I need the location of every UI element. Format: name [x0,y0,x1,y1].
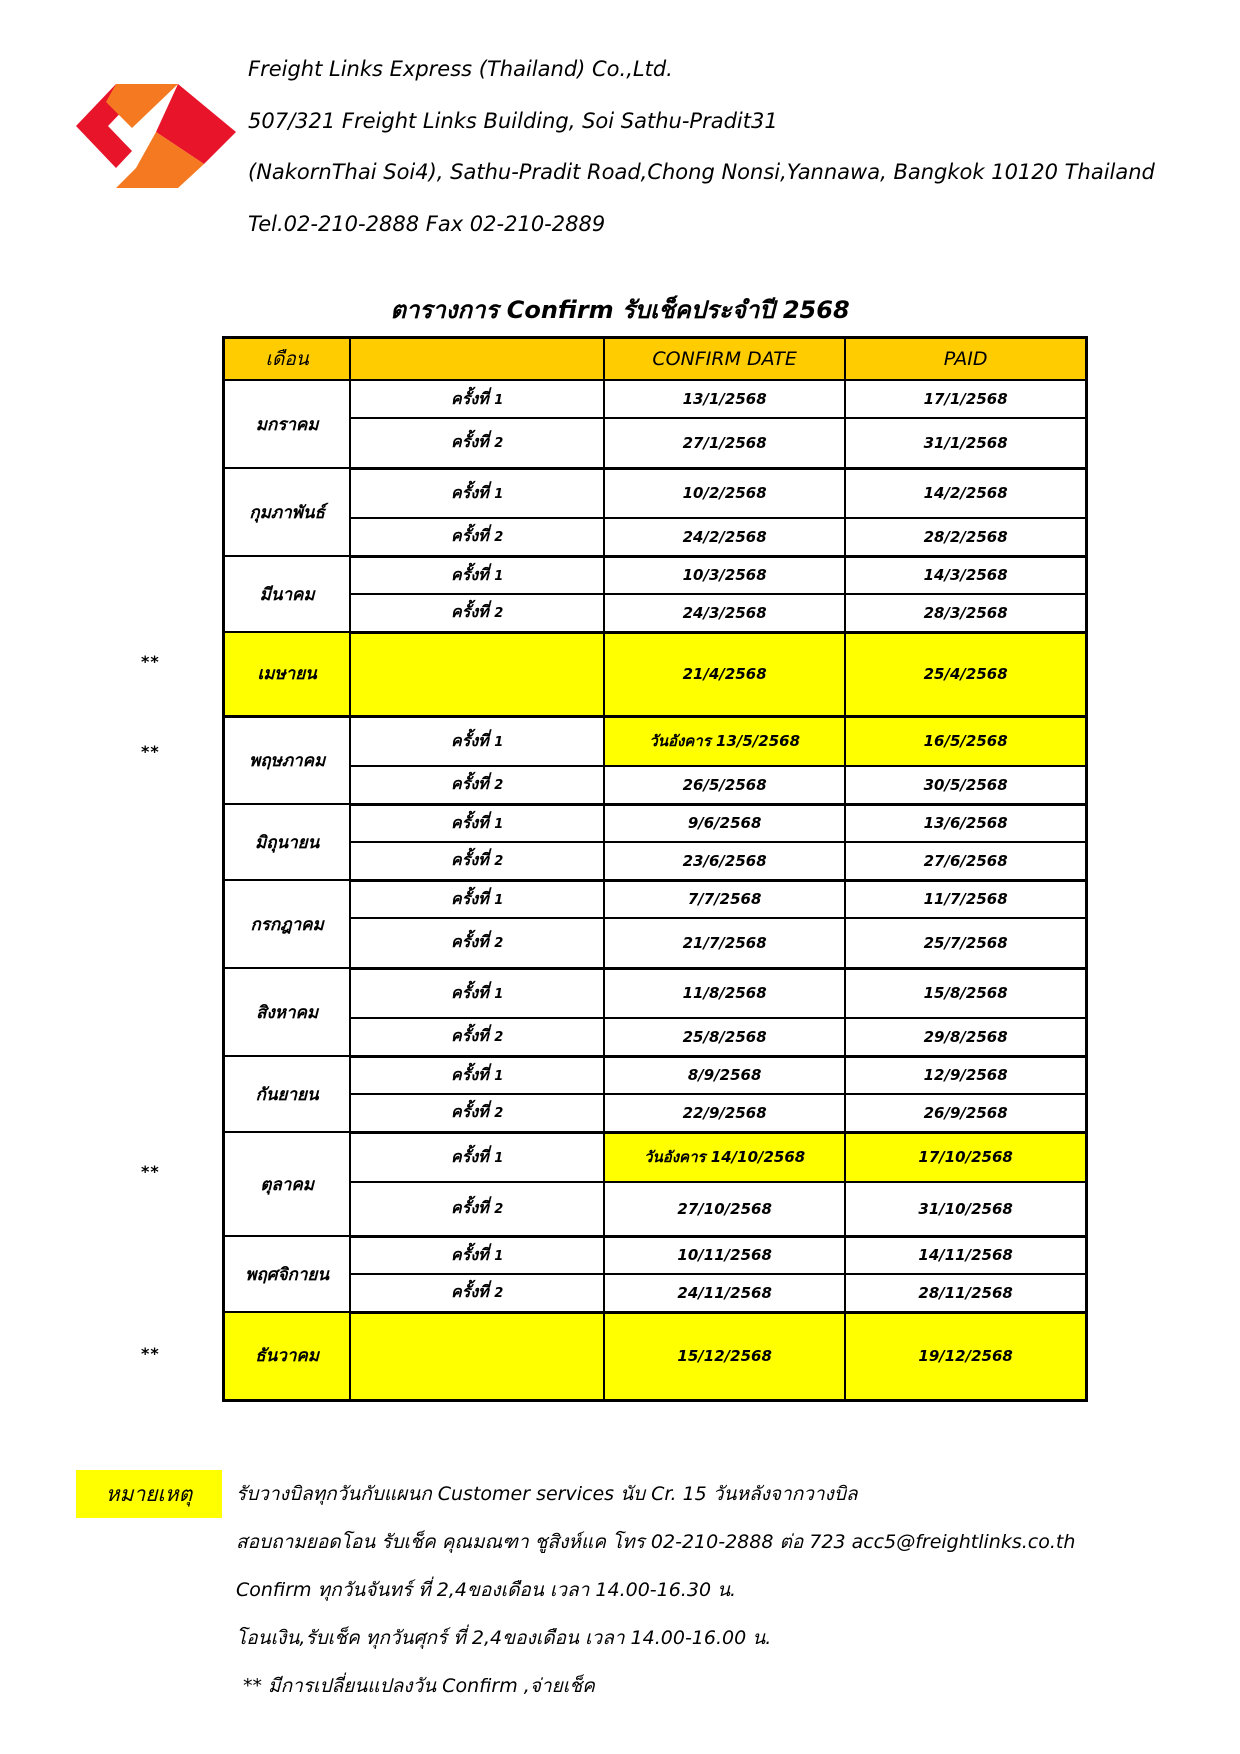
company-address-line2: (NakornThai Soi4), Sathu-Pradit Road,Chong Nonsi,Yannawa, Bangkok 10120 Thailand [248,160,1155,184]
month-cell: ธันวาคม [224,1312,351,1400]
month-cell: มกราคม [224,380,351,468]
round-cell [350,632,604,716]
paid-date-cell: 14/2/2568 [845,468,1086,518]
table-row [224,1312,1087,1400]
confirm-date-cell: 9/6/2568 [604,804,845,842]
round-number: 2 [494,854,504,870]
table-row [224,716,1087,766]
table-row [224,418,1087,468]
round-label: ครั้งที่ [451,526,489,546]
round-number: 1 [494,734,504,750]
table-row [224,1056,1087,1094]
table-row [224,594,1087,632]
paid-date-cell: 17/1/2568 [845,380,1086,418]
round-number: 2 [494,1202,504,1218]
confirm-date-cell: 23/6/2568 [604,842,845,880]
confirm-date-cell: 27/1/2568 [604,418,845,468]
round-number: 2 [494,936,504,952]
round-label: ครั้งที่ [451,1282,489,1302]
month-cell: พฤศจิกายน [224,1236,351,1312]
confirm-date-cell: 10/3/2568 [604,556,845,594]
round-number: 2 [494,606,504,622]
paid-date-cell: 27/6/2568 [845,842,1086,880]
round-cell [350,1132,604,1182]
notes [236,1472,1075,1712]
paid-date-cell: 13/6/2568 [845,804,1086,842]
change-marker: ** [141,652,160,671]
table-row [224,518,1087,556]
round-cell [350,716,604,766]
confirm-date-cell: วันอังคาร 14/10/2568 [604,1132,845,1182]
company-address-line1: 507/321 Freight Links Building, Soi Sathu-Pradit31 [248,108,778,133]
confirm-date-cell: 10/2/2568 [604,468,845,518]
paid-date-cell: 19/12/2568 [845,1312,1086,1400]
confirm-date-cell: 10/11/2568 [604,1236,845,1274]
confirm-date-cell: 15/12/2568 [604,1312,845,1400]
round-label: ครั้งที่ [451,1244,489,1264]
round-number: 1 [494,392,504,408]
paid-date-cell: 29/8/2568 [845,1018,1086,1056]
round-number: 1 [494,568,504,584]
round-number: 2 [494,1106,504,1122]
round-label: ครั้งที่ [451,1064,489,1084]
confirm-date-cell: 25/8/2568 [604,1018,845,1056]
round-label: ครั้งที่ [451,1198,489,1218]
paid-date-cell: 15/8/2568 [845,968,1086,1018]
round-number: 2 [494,530,504,546]
round-cell [350,518,604,556]
note-footnote: ** มีการเปลี่ยนแปลงวัน Confirm ,จ่ายเช็ค [243,1675,595,1697]
round-cell [350,1182,604,1236]
paid-date-cell: 28/11/2568 [845,1274,1086,1312]
table-header-row [224,338,1087,381]
round-cell [350,468,604,518]
round-label: ครั้งที่ [451,850,489,870]
round-label: ครั้งที่ [451,982,489,1002]
confirm-date-cell: 24/3/2568 [604,594,845,632]
paid-date-cell: 16/5/2568 [845,716,1086,766]
note-line: โอนเงิน,รับเช็ค ทุกวันศุกร์ ที่ 2,4ของเดือน เวลา 14.00-16.00 น. [236,1627,772,1649]
round-number: 1 [494,816,504,832]
round-label: ครั้งที่ [451,432,489,452]
paid-date-cell: 17/10/2568 [845,1132,1086,1182]
header-round [350,338,604,381]
round-number: 1 [494,1068,504,1084]
table-row [224,468,1087,518]
month-cell: ตุลาคม [224,1132,351,1236]
round-number: 1 [494,1248,504,1264]
round-label: ครั้งที่ [451,932,489,952]
page-title: ตารางการ Confirm รับเช็คประจำปี 2568 [390,296,850,324]
round-label: ครั้งที่ [451,774,489,794]
round-label: ครั้งที่ [451,1026,489,1046]
round-number: 1 [494,1150,504,1166]
month-cell: กรกฎาคม [224,880,351,968]
round-cell [350,1274,604,1312]
table-row [224,880,1087,918]
note-line: Confirm ทุกวันจันทร์ ที่ 2,4ของเดือน เวลา 14.00-16.30 น. [236,1579,737,1601]
round-cell [350,380,604,418]
paid-date-cell: 12/9/2568 [845,1056,1086,1094]
paid-date-cell: 31/10/2568 [845,1182,1086,1236]
round-cell [350,804,604,842]
paid-date-cell: 28/2/2568 [845,518,1086,556]
round-number: 2 [494,1286,504,1302]
round-label: ครั้งที่ [451,730,489,750]
round-label: ครั้งที่ [451,812,489,832]
confirm-date-cell: 27/10/2568 [604,1182,845,1236]
month-cell: มิถุนายน [224,804,351,880]
company-logo [76,76,236,188]
header-confirm-date: CONFIRM DATE [604,338,845,381]
round-label: ครั้งที่ [451,888,489,908]
confirm-date-cell: 26/5/2568 [604,766,845,804]
round-label: ครั้งที่ [451,482,489,502]
round-number: 2 [494,1030,504,1046]
round-number: 2 [494,778,504,794]
confirm-date-cell: วันอังคาร 13/5/2568 [604,716,845,766]
round-cell [350,918,604,968]
table-row [224,556,1087,594]
table-row [224,380,1087,418]
round-cell [350,1236,604,1274]
round-cell [350,418,604,468]
table-row [224,1274,1087,1312]
round-cell [350,1094,604,1132]
round-cell [350,1018,604,1056]
month-cell: กันยายน [224,1056,351,1132]
round-cell [350,1312,604,1400]
round-label: ครั้งที่ [451,564,489,584]
change-marker: ** [141,742,160,761]
table-row [224,632,1087,716]
confirm-date-cell: 24/2/2568 [604,518,845,556]
table-row [224,918,1087,968]
note-line: สอบถามยอดโอน รับเช็ค คุณมณฑา ชูสิงห์แค โทร 02-210-2888 ต่อ 723 acc5@freightlinks.co.th [236,1531,1076,1553]
paid-date-cell: 11/7/2568 [845,880,1086,918]
confirm-date-cell: 13/1/2568 [604,380,845,418]
month-cell: พฤษภาคม [224,716,351,804]
paid-date-cell: 26/9/2568 [845,1094,1086,1132]
month-cell: เมษายน [224,632,351,716]
round-number: 1 [494,986,504,1002]
company-header [248,44,1155,250]
month-cell: มีนาคม [224,556,351,632]
round-label: ครั้งที่ [451,1102,489,1122]
confirm-date-cell: 21/4/2568 [604,632,845,716]
round-number: 2 [494,436,504,452]
round-label: ครั้งที่ [451,388,489,408]
company-contact: Tel.02-210-2888 Fax 02-210-2889 [248,211,606,236]
round-cell [350,766,604,804]
header-month: เดือน [224,338,351,381]
note-line: รับวางบิลทุกวันกับแผนก Customer services นับ Cr. 15 วันหลังจากวางบิล [236,1483,858,1505]
table-row [224,1018,1087,1056]
table-row [224,1132,1087,1182]
table-row [224,842,1087,880]
table-row [224,968,1087,1018]
change-marker: ** [141,1344,160,1363]
round-cell [350,968,604,1018]
confirm-date-cell: 11/8/2568 [604,968,845,1018]
month-cell: สิงหาคม [224,968,351,1056]
round-label: ครั้งที่ [451,602,489,622]
confirm-date-cell: 22/9/2568 [604,1094,845,1132]
round-number: 1 [494,892,504,908]
confirm-date-cell: 7/7/2568 [604,880,845,918]
confirm-date-cell: 24/11/2568 [604,1274,845,1312]
paid-date-cell: 31/1/2568 [845,418,1086,468]
table-row [224,804,1087,842]
round-number: 1 [494,486,504,502]
table-row [224,766,1087,804]
round-label: ครั้งที่ [451,1146,489,1166]
month-cell: กุมภาพันธ์ [224,468,351,556]
table-row [224,1182,1087,1236]
round-cell [350,842,604,880]
round-cell [350,556,604,594]
round-cell [350,594,604,632]
confirm-date-cell: 8/9/2568 [604,1056,845,1094]
round-cell [350,880,604,918]
company-name: Freight Links Express (Thailand) Co.,Ltd. [248,57,673,81]
confirm-date-cell: 21/7/2568 [604,918,845,968]
change-marker: ** [141,1162,160,1181]
table-row [224,1094,1087,1132]
confirm-schedule-table [222,336,1088,1402]
table-row [224,1236,1087,1274]
paid-date-cell: 25/4/2568 [845,632,1086,716]
header-paid: PAID [845,338,1086,381]
paid-date-cell: 14/3/2568 [845,556,1086,594]
note-badge: หมายเหตุ [76,1470,222,1518]
paid-date-cell: 14/11/2568 [845,1236,1086,1274]
round-cell [350,1056,604,1094]
paid-date-cell: 25/7/2568 [845,918,1086,968]
paid-date-cell: 30/5/2568 [845,766,1086,804]
paid-date-cell: 28/3/2568 [845,594,1086,632]
